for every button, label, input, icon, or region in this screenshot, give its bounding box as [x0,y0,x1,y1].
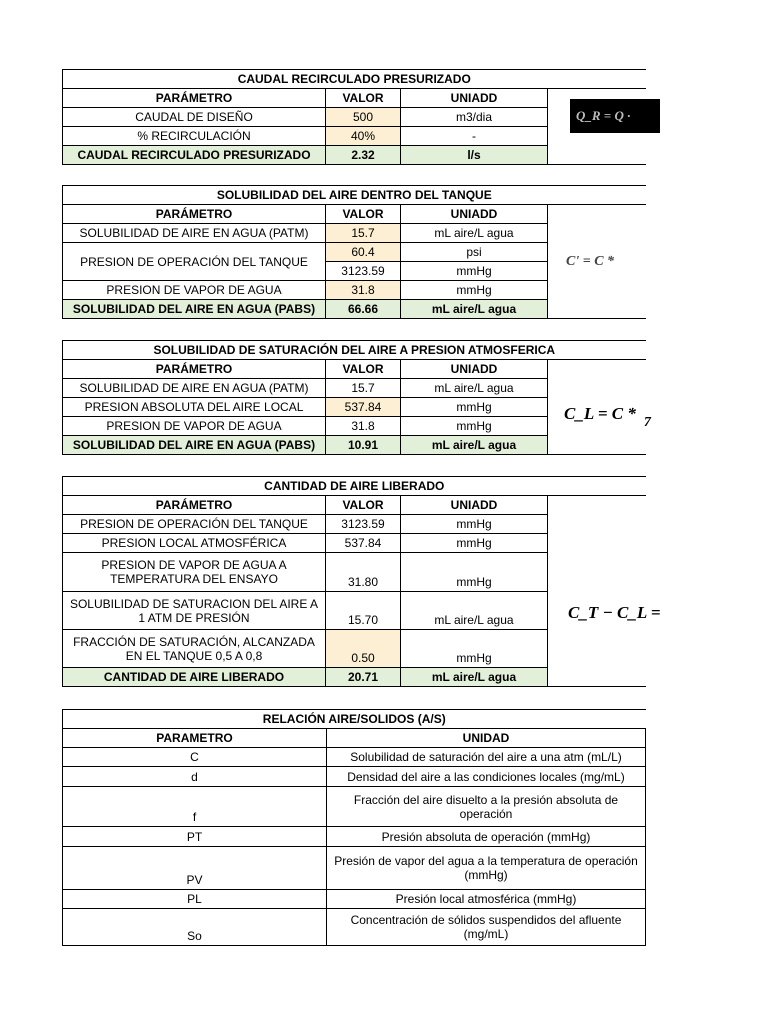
param-description: Solubilidad de saturación del aire a una atm (mL/L) [327,748,646,767]
formula-solubilidad-tanque: C' = C * [566,254,615,269]
caudal-recirculado-table [62,69,646,165]
formula-denominator: 7 [643,415,651,430]
param-label: % RECIRCULACIÓN [63,127,326,146]
formula-image: Q_R = Q · [570,99,660,133]
value-input-cell[interactable]: 15.7 [326,224,401,243]
result-label: SOLUBILIDAD DEL AIRE EN AGUA (PABS) [63,436,326,455]
value-input-cell[interactable]: 31.8 [326,281,401,300]
col-header-unidad: UNIDAD [327,729,646,748]
unit-cell: mmHg [401,281,548,300]
param-symbol: So [63,909,327,946]
relacion-aire-solidos-table [62,709,646,946]
value-input-cell[interactable]: 537.84 [326,398,401,417]
param-label: PRESION DE VAPOR DE AGUA A TEMPERATURA DEL ENSAYO [63,553,326,592]
value-cell: 31.80 [326,553,401,592]
result-unit: l/s [401,146,548,165]
unit-cell: mmHg [401,417,548,436]
col-header-valor: VALOR [326,205,401,224]
unit-cell: mmHg [401,534,548,553]
col-header-unidad: UNIADD [401,89,548,108]
param-description: Presión local atmosférica (mmHg) [327,890,646,909]
unit-cell: mL aire/L agua [401,379,548,398]
value-cell: 3123.59 [326,515,401,534]
param-label: SOLUBILIDAD DE AIRE EN AGUA (PATM) [63,224,326,243]
table-title: CANTIDAD DE AIRE LIBERADO [63,477,646,496]
formula-fraction [644,400,651,430]
result-label: CANTIDAD DE AIRE LIBERADO [63,668,326,687]
param-symbol: C [63,748,327,767]
result-value: 2.32 [326,146,401,165]
param-label: CAUDAL DE DISEÑO [63,108,326,127]
unit-cell: - [401,127,548,146]
param-label: PRESION DE OPERACIÓN DEL TANQUE [63,243,326,281]
value-cell: 15.7 [326,379,401,398]
param-label: PRESION LOCAL ATMOSFÉRICA [63,534,326,553]
param-description: Fracción del aire disuelto a la presión absoluta de operación [327,787,646,827]
param-label: FRACCIÓN DE SATURACIÓN, ALCANZADA EN EL TANQUE 0,5 A 0,8 [63,630,326,668]
param-label: PRESION DE VAPOR DE AGUA [63,417,326,436]
col-header-parametro: PARÁMETRO [63,496,326,515]
param-symbol: d [63,767,327,787]
solubilidad-saturacion-table [62,340,651,455]
param-symbol: PV [63,847,327,890]
value-cell: 3123.59 [326,262,401,281]
param-description: Presión absoluta de operación (mmHg) [327,827,646,847]
table-title: SOLUBILIDAD DE SATURACIÓN DEL AIRE A PRESION ATMOSFERICA [63,341,646,360]
param-symbol: f [63,787,327,827]
unit-cell: mmHg [401,515,548,534]
result-value: 20.71 [326,668,401,687]
solubilidad-tanque-table [62,185,646,319]
formula-cell [548,205,646,319]
formula-aire-liberado: C_T − C_L = [568,603,661,622]
unit-cell: mmHg [401,553,548,592]
value-cell: 31.8 [326,417,401,436]
col-header-parametro: PARÁMETRO [63,205,326,224]
formula-text: C_L = C * [564,403,636,423]
table-title: RELACIÓN AIRE/SOLIDOS (A/S) [63,710,646,729]
unit-cell: psi [401,243,548,262]
unit-cell: mL aire/L agua [401,592,548,630]
result-label: CAUDAL RECIRCULADO PRESURIZADO [63,146,326,165]
col-header-valor: VALOR [326,360,401,379]
value-cell: 537.84 [326,534,401,553]
result-unit: mL aire/L agua [401,300,548,319]
result-value: 66.66 [326,300,401,319]
param-symbol: PL [63,890,327,909]
col-header-parametro: PARÁMETRO [63,89,326,108]
col-header-unidad: UNIADD [401,360,548,379]
table-title: SOLUBILIDAD DEL AIRE DENTRO DEL TANQUE [63,186,646,205]
param-description: Presión de vapor del agua a la temperatura de operación (mmHg) [327,847,646,890]
col-header-unidad: UNIADD [401,496,548,515]
value-input-cell[interactable]: 40% [326,127,401,146]
formula-cell [548,360,651,455]
param-label: SOLUBILIDAD DE SATURACION DEL AIRE A 1 ATM DE PRESIÓN [63,592,326,630]
value-input-cell[interactable]: 0.50 [326,630,401,668]
result-unit: mL aire/L agua [401,668,548,687]
formula-solubilidad-saturacion [564,400,651,430]
param-description: Densidad del aire a las condiciones locales (mg/mL) [327,767,646,787]
col-header-valor: VALOR [326,496,401,515]
unit-cell: mmHg [401,630,548,668]
param-description: Concentración de sólidos suspendidos del afluente (mg/mL) [327,909,646,946]
col-header-valor: VALOR [326,89,401,108]
col-header-parametro: PARAMETRO [63,729,327,748]
value-cell: 15.70 [326,592,401,630]
unit-cell: m3/dia [401,108,548,127]
param-label: PRESION DE OPERACIÓN DEL TANQUE [63,515,326,534]
result-value: 10.91 [326,436,401,455]
param-label: PRESION ABSOLUTA DEL AIRE LOCAL [63,398,326,417]
result-label: SOLUBILIDAD DEL AIRE EN AGUA (PABS) [63,300,326,319]
formula-cell [548,496,661,687]
unit-cell: mmHg [401,398,548,417]
param-label: PRESION DE VAPOR DE AGUA [63,281,326,300]
col-header-unidad: UNIADD [401,205,548,224]
col-header-parametro: PARÁMETRO [63,360,326,379]
unit-cell: mL aire/L agua [401,224,548,243]
table-title: CAUDAL RECIRCULADO PRESURIZADO [63,70,646,89]
value-input-cell[interactable]: 60.4 [326,243,401,262]
formula-cell [548,89,646,165]
aire-liberado-table [62,476,661,687]
param-symbol: PT [63,827,327,847]
unit-cell: mmHg [401,262,548,281]
param-label: SOLUBILIDAD DE AIRE EN AGUA (PATM) [63,379,326,398]
result-unit: mL aire/L agua [401,436,548,455]
value-input-cell[interactable]: 500 [326,108,401,127]
